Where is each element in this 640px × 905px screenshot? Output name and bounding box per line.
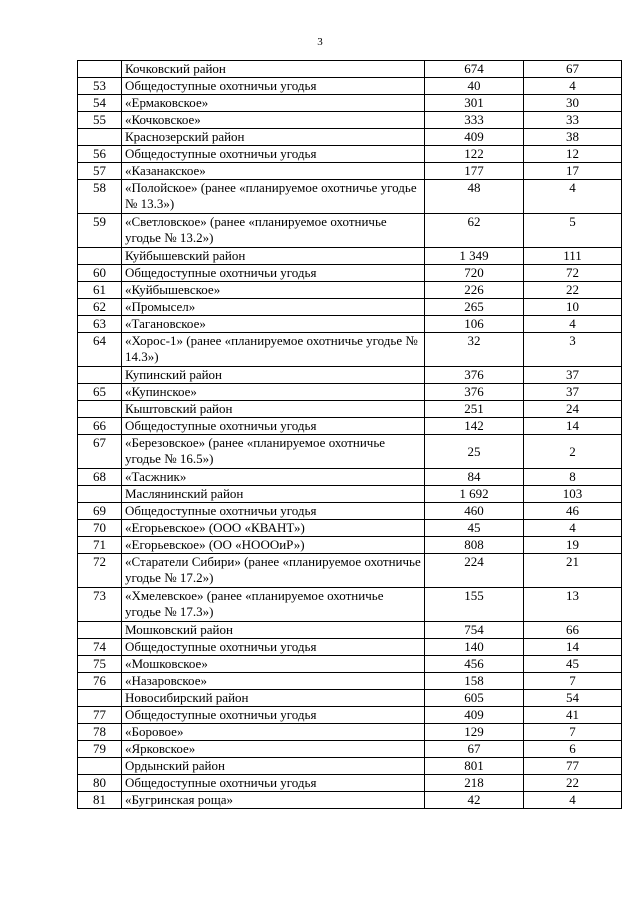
row-number-cell: 69 xyxy=(78,503,122,520)
row-value-b-cell: 4 xyxy=(524,520,622,537)
row-name-cell: Общедоступные охотничьи угодья xyxy=(122,503,425,520)
row-name-cell: «Егорьевское» (ОО «НОООиР») xyxy=(122,537,425,554)
row-name-cell: Маслянинский район xyxy=(122,486,425,503)
row-number-cell: 63 xyxy=(78,316,122,333)
row-name-cell: «Полойское» (ранее «планируемое охотничье угодье № 13.3») xyxy=(122,180,425,214)
row-number-cell: 67 xyxy=(78,435,122,469)
row-number-cell: 78 xyxy=(78,724,122,741)
row-value-b-cell: 7 xyxy=(524,724,622,741)
row-value-b-cell: 12 xyxy=(524,146,622,163)
row-name-cell: Краснозерский район xyxy=(122,129,425,146)
row-value-a-cell: 333 xyxy=(425,112,524,129)
row-value-a-cell: 122 xyxy=(425,146,524,163)
district-row xyxy=(78,248,622,265)
row-name-cell: Общедоступные охотничьи угодья xyxy=(122,146,425,163)
row-name-cell: Куйбышевский район xyxy=(122,248,425,265)
row-number-cell: 59 xyxy=(78,214,122,248)
row-name-cell: Новосибирский район xyxy=(122,690,425,707)
table-row xyxy=(78,724,622,741)
row-value-a-cell: 409 xyxy=(425,129,524,146)
row-value-a-cell: 674 xyxy=(425,61,524,78)
table-row xyxy=(78,180,622,214)
row-name-cell: Мошковский район xyxy=(122,622,425,639)
table-row xyxy=(78,95,622,112)
row-value-b-cell: 19 xyxy=(524,537,622,554)
row-name-cell: Кыштовский район xyxy=(122,401,425,418)
row-value-a-cell: 106 xyxy=(425,316,524,333)
row-name-cell: «Куйбышевское» xyxy=(122,282,425,299)
table-row xyxy=(78,282,622,299)
row-value-a-cell: 25 xyxy=(425,435,524,469)
row-name-cell: «Кочковское» xyxy=(122,112,425,129)
table-row xyxy=(78,707,622,724)
row-value-b-cell: 72 xyxy=(524,265,622,282)
row-value-b-cell: 7 xyxy=(524,673,622,690)
row-value-b-cell: 24 xyxy=(524,401,622,418)
table-row xyxy=(78,503,622,520)
row-value-b-cell: 38 xyxy=(524,129,622,146)
table-row xyxy=(78,214,622,248)
row-name-cell: «Ярковское» xyxy=(122,741,425,758)
page-number: 3 xyxy=(317,36,323,48)
row-value-a-cell: 140 xyxy=(425,639,524,656)
row-value-b-cell: 4 xyxy=(524,180,622,214)
district-row xyxy=(78,61,622,78)
row-name-cell: Кочковский район xyxy=(122,61,425,78)
row-number-cell: 55 xyxy=(78,112,122,129)
row-number-cell: 73 xyxy=(78,588,122,622)
row-name-cell: «Промысел» xyxy=(122,299,425,316)
table-row xyxy=(78,112,622,129)
row-value-b-cell: 21 xyxy=(524,554,622,588)
table-row xyxy=(78,520,622,537)
row-number-cell: 76 xyxy=(78,673,122,690)
row-value-b-cell: 2 xyxy=(524,435,622,469)
district-row xyxy=(78,690,622,707)
row-number-cell: 81 xyxy=(78,792,122,809)
row-value-b-cell: 41 xyxy=(524,707,622,724)
row-value-b-cell: 4 xyxy=(524,316,622,333)
row-value-a-cell: 754 xyxy=(425,622,524,639)
row-value-a-cell: 62 xyxy=(425,214,524,248)
table-row xyxy=(78,741,622,758)
row-number-cell: 58 xyxy=(78,180,122,214)
table-row xyxy=(78,639,622,656)
row-value-b-cell: 37 xyxy=(524,384,622,401)
row-value-b-cell: 111 xyxy=(524,248,622,265)
row-value-b-cell: 67 xyxy=(524,61,622,78)
row-value-b-cell: 46 xyxy=(524,503,622,520)
row-value-b-cell: 45 xyxy=(524,656,622,673)
row-value-b-cell: 14 xyxy=(524,418,622,435)
row-number-cell: 54 xyxy=(78,95,122,112)
row-number-cell xyxy=(78,622,122,639)
row-value-a-cell: 226 xyxy=(425,282,524,299)
table-row xyxy=(78,775,622,792)
row-value-a-cell: 301 xyxy=(425,95,524,112)
row-value-a-cell: 155 xyxy=(425,588,524,622)
table-row xyxy=(78,554,622,588)
row-value-a-cell: 40 xyxy=(425,78,524,95)
row-value-a-cell: 142 xyxy=(425,418,524,435)
table-row xyxy=(78,333,622,367)
row-value-a-cell: 720 xyxy=(425,265,524,282)
row-value-a-cell: 376 xyxy=(425,367,524,384)
row-number-cell xyxy=(78,690,122,707)
row-value-a-cell: 84 xyxy=(425,469,524,486)
row-value-a-cell: 1 349 xyxy=(425,248,524,265)
row-value-b-cell: 4 xyxy=(524,78,622,95)
row-value-a-cell: 224 xyxy=(425,554,524,588)
row-number-cell: 74 xyxy=(78,639,122,656)
row-number-cell: 56 xyxy=(78,146,122,163)
row-name-cell: «Егорьевское» (ООО «КВАНТ») xyxy=(122,520,425,537)
row-name-cell: «Бугринская роща» xyxy=(122,792,425,809)
table-row xyxy=(78,588,622,622)
row-number-cell: 57 xyxy=(78,163,122,180)
row-name-cell: «Мошковское» xyxy=(122,656,425,673)
row-number-cell: 75 xyxy=(78,656,122,673)
district-row xyxy=(78,622,622,639)
table-row xyxy=(78,656,622,673)
row-value-a-cell: 177 xyxy=(425,163,524,180)
table-row xyxy=(78,435,622,469)
table-row xyxy=(78,316,622,333)
table-row xyxy=(78,299,622,316)
row-name-cell: «Боровое» xyxy=(122,724,425,741)
row-value-b-cell: 30 xyxy=(524,95,622,112)
row-number-cell: 66 xyxy=(78,418,122,435)
table-row xyxy=(78,163,622,180)
row-value-a-cell: 45 xyxy=(425,520,524,537)
row-value-b-cell: 10 xyxy=(524,299,622,316)
row-value-a-cell: 1 692 xyxy=(425,486,524,503)
row-number-cell: 68 xyxy=(78,469,122,486)
row-name-cell: «Хмелевское» (ранее «планируемое охотничье угодье № 17.3») xyxy=(122,588,425,622)
row-number-cell: 70 xyxy=(78,520,122,537)
row-number-cell: 79 xyxy=(78,741,122,758)
row-value-b-cell: 77 xyxy=(524,758,622,775)
row-number-cell xyxy=(78,248,122,265)
row-number-cell: 65 xyxy=(78,384,122,401)
row-value-b-cell: 66 xyxy=(524,622,622,639)
row-value-a-cell: 801 xyxy=(425,758,524,775)
row-number-cell xyxy=(78,367,122,384)
row-value-a-cell: 808 xyxy=(425,537,524,554)
row-name-cell: Купинский район xyxy=(122,367,425,384)
row-name-cell: Общедоступные охотничьи угодья xyxy=(122,775,425,792)
row-number-cell: 60 xyxy=(78,265,122,282)
row-value-b-cell: 4 xyxy=(524,792,622,809)
row-value-b-cell: 17 xyxy=(524,163,622,180)
district-row xyxy=(78,401,622,418)
row-name-cell: «Светловское» (ранее «планируемое охотничье угодье № 13.2») xyxy=(122,214,425,248)
table-row xyxy=(78,384,622,401)
row-name-cell: «Купинское» xyxy=(122,384,425,401)
district-row xyxy=(78,486,622,503)
row-number-cell: 72 xyxy=(78,554,122,588)
row-value-b-cell: 6 xyxy=(524,741,622,758)
row-value-b-cell: 3 xyxy=(524,333,622,367)
row-name-cell: «Ермаковское» xyxy=(122,95,425,112)
row-number-cell xyxy=(78,486,122,503)
row-number-cell: 64 xyxy=(78,333,122,367)
row-value-a-cell: 460 xyxy=(425,503,524,520)
row-value-a-cell: 218 xyxy=(425,775,524,792)
row-value-b-cell: 14 xyxy=(524,639,622,656)
row-name-cell: «Березовское» (ранее «планируемое охотничье угодье № 16.5») xyxy=(122,435,425,469)
table-row xyxy=(78,146,622,163)
table-row xyxy=(78,537,622,554)
district-row xyxy=(78,758,622,775)
row-name-cell: Общедоступные охотничьи угодья xyxy=(122,265,425,282)
row-number-cell: 62 xyxy=(78,299,122,316)
row-number-cell: 61 xyxy=(78,282,122,299)
row-value-b-cell: 37 xyxy=(524,367,622,384)
row-number-cell xyxy=(78,61,122,78)
table-body xyxy=(78,61,622,809)
row-value-a-cell: 42 xyxy=(425,792,524,809)
row-name-cell: «Тагановское» xyxy=(122,316,425,333)
row-value-a-cell: 456 xyxy=(425,656,524,673)
row-value-a-cell: 376 xyxy=(425,384,524,401)
table-row xyxy=(78,792,622,809)
row-value-b-cell: 22 xyxy=(524,775,622,792)
row-name-cell: Общедоступные охотничьи угодья xyxy=(122,707,425,724)
row-value-a-cell: 251 xyxy=(425,401,524,418)
row-number-cell: 71 xyxy=(78,537,122,554)
table-row xyxy=(78,469,622,486)
table-row xyxy=(78,418,622,435)
row-name-cell: «Тасжник» xyxy=(122,469,425,486)
row-name-cell: Общедоступные охотничьи угодья xyxy=(122,418,425,435)
row-number-cell xyxy=(78,129,122,146)
row-name-cell: Общедоступные охотничьи угодья xyxy=(122,78,425,95)
row-value-a-cell: 67 xyxy=(425,741,524,758)
row-name-cell: «Старатели Сибири» (ранее «планируемое охотничье угодье № 17.2») xyxy=(122,554,425,588)
row-value-b-cell: 8 xyxy=(524,469,622,486)
row-value-b-cell: 5 xyxy=(524,214,622,248)
row-value-b-cell: 13 xyxy=(524,588,622,622)
row-name-cell: «Хорос-1» (ранее «планируемое охотничье угодье № 14.3») xyxy=(122,333,425,367)
row-number-cell: 53 xyxy=(78,78,122,95)
row-name-cell: Ордынский район xyxy=(122,758,425,775)
table-row xyxy=(78,673,622,690)
row-number-cell xyxy=(78,401,122,418)
row-value-b-cell: 33 xyxy=(524,112,622,129)
row-value-a-cell: 32 xyxy=(425,333,524,367)
district-row xyxy=(78,129,622,146)
row-number-cell xyxy=(78,758,122,775)
row-value-a-cell: 129 xyxy=(425,724,524,741)
row-number-cell: 77 xyxy=(78,707,122,724)
row-value-a-cell: 265 xyxy=(425,299,524,316)
row-name-cell: «Казанакское» xyxy=(122,163,425,180)
row-number-cell: 80 xyxy=(78,775,122,792)
district-row xyxy=(78,367,622,384)
row-name-cell: Общедоступные охотничьи угодья xyxy=(122,639,425,656)
hunting-grounds-table xyxy=(77,60,622,809)
row-value-b-cell: 22 xyxy=(524,282,622,299)
table-row xyxy=(78,78,622,95)
row-value-a-cell: 605 xyxy=(425,690,524,707)
row-value-b-cell: 54 xyxy=(524,690,622,707)
row-value-b-cell: 103 xyxy=(524,486,622,503)
row-name-cell: «Назаровское» xyxy=(122,673,425,690)
row-value-a-cell: 158 xyxy=(425,673,524,690)
row-value-a-cell: 48 xyxy=(425,180,524,214)
row-value-a-cell: 409 xyxy=(425,707,524,724)
table-row xyxy=(78,265,622,282)
